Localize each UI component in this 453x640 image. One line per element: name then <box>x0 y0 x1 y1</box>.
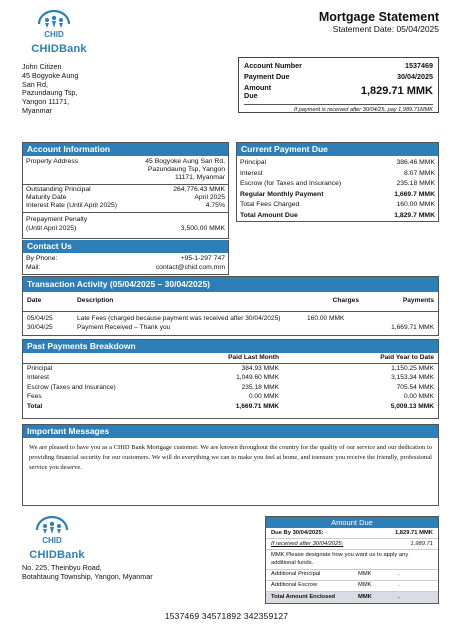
current-payment-value: 386.46 MMK <box>396 159 435 167</box>
property-address-line: 45 Bogyoke Aung San Rd, <box>145 158 225 165</box>
current-payment-header: Current Payment Due <box>237 143 438 156</box>
past-payment-year-to-date: 705.54 MMK <box>396 383 434 391</box>
footer-bank-logo <box>22 516 92 568</box>
property-address-row <box>23 156 228 185</box>
past-payment-year-to-date: 5,009.13 MMK <box>390 402 434 410</box>
column-header-paid-year-to-date: Paid Year to Date <box>380 354 434 361</box>
currency-unit: MMK <box>358 582 372 589</box>
current-payment-row <box>237 158 438 169</box>
transaction-description: Late Fees (charged because payment was received after 30/04/2025) <box>77 314 281 322</box>
received-after-row <box>266 539 438 550</box>
current-payment-row <box>237 169 438 180</box>
property-address-line: 11171, Myanmar <box>175 174 225 182</box>
transaction-payments: 1,669.71 MMK <box>391 324 434 332</box>
bank-logo-icon <box>35 516 69 546</box>
transaction-charges <box>303 323 363 333</box>
prepayment-penalty-label <box>26 215 87 233</box>
column-header-date: Date <box>27 297 42 304</box>
past-payments-section <box>22 339 439 419</box>
account-number-label: Account Number <box>244 61 302 71</box>
past-payment-last-month: 1,049.60 MMK <box>236 374 279 382</box>
contact-phone-label: By Phone: <box>26 255 58 262</box>
customer-address-line: San Rd, <box>22 79 48 89</box>
column-header-paid-last-month: Paid Last Month <box>228 354 279 361</box>
current-payment-label: Regular Monthly Payment <box>240 190 324 198</box>
due-by-label: Due By 30/04/2025: <box>271 529 324 536</box>
current-payment-rows <box>237 156 438 221</box>
table-row <box>23 383 438 393</box>
past-payments-header: Past Payments Breakdown <box>23 340 438 353</box>
important-messages-body: We are pleased to have you as a CHID Bank Mortgage customer. We are known throughout the country for the quality of our service and our dedication to providing financial security for our customers. We will do everything we can to make you feel at home, and toensure you receive the friendly, professional service you deserve. <box>29 444 432 472</box>
footer-address-line: Botahtaung Township, Yangon, Myanmar <box>22 571 153 581</box>
footer-address-line: No. 225, Theinbyu Road, <box>22 563 102 572</box>
amount-due-slip-header: Amount Due <box>266 517 438 528</box>
customer-name: John Citizen <box>22 62 62 71</box>
payment-due-label: Payment Due <box>244 72 290 82</box>
transaction-table-header <box>23 296 438 311</box>
account-summary-box <box>238 57 439 113</box>
account-detail-label: Maturity Date <box>26 194 67 202</box>
contact-phone-row <box>23 255 228 263</box>
account-information-section <box>22 142 229 239</box>
account-number-value: 1537469 <box>405 61 433 71</box>
account-detail-label: Outstanding Principal <box>26 186 91 194</box>
transaction-activity-section <box>22 276 439 336</box>
amount-due-label <box>244 84 271 99</box>
svg-text:CHID: CHID <box>42 536 62 545</box>
property-address-label: Property Address <box>26 158 79 165</box>
past-payment-label: Interest <box>27 374 49 382</box>
additional-principal-row <box>266 570 438 581</box>
total-enclosed-label: Total Amount Enclosed <box>271 593 336 600</box>
additional-principal-label: Additional Principal <box>271 571 321 578</box>
past-payment-year-to-date: 0.00 MMK <box>403 393 434 401</box>
past-payment-last-month: 0.00 MMK <box>248 393 279 401</box>
account-details <box>23 185 228 212</box>
current-payment-value: 1,669.7 MMK <box>394 190 435 198</box>
current-payment-value: 160.00 MMK <box>396 201 435 209</box>
customer-address-line: 45 Bogyoke Aung <box>22 70 79 80</box>
current-payment-row <box>237 190 438 201</box>
past-payments-table-header <box>23 353 438 363</box>
past-payment-year-to-date: 3,153.34 MMK <box>391 374 434 382</box>
transaction-charges: 160.00 MMK <box>307 314 345 322</box>
footer-address <box>22 564 153 582</box>
amount-due-row <box>244 83 433 100</box>
current-payment-label: Principal <box>240 159 267 167</box>
table-row <box>23 363 438 373</box>
amount-due-label-line: Amount <box>244 82 272 92</box>
statement-title: Mortgage Statement <box>318 10 439 24</box>
account-number-row <box>244 61 433 72</box>
table-row <box>23 392 438 402</box>
past-payments-total-row <box>23 402 438 412</box>
currency-unit: MMK <box>358 593 372 600</box>
additional-escrow-label: Additional Escrow <box>271 582 318 589</box>
past-payment-label: Principal <box>27 364 53 372</box>
bank-name: CHIDBank <box>29 549 85 561</box>
past-payment-last-month: 384.93 MMK <box>241 364 279 372</box>
table-row <box>23 323 438 333</box>
prepayment-penalty-label-line: Prepayment Penalty <box>26 215 88 223</box>
contact-mail-label: Mail: <box>26 263 41 271</box>
payment-due-row <box>244 72 433 83</box>
transaction-date: 30/04/25 <box>27 324 53 332</box>
current-payment-label: Interest <box>240 169 263 177</box>
statement-date: Statement Date: 05/04/2025 <box>332 24 439 35</box>
property-address-value <box>145 158 225 182</box>
past-payment-year-to-date: 1,150.25 MMK <box>391 364 434 372</box>
customer-address-line: Pazundaung Tsp, <box>22 88 78 98</box>
transaction-table <box>23 296 438 333</box>
past-payment-last-month: 1,669.71 MMK <box>235 402 279 410</box>
statement-header <box>319 10 439 35</box>
prepayment-penalty-label-line: (Until April 2025) <box>26 225 77 233</box>
payment-due-value: 30/04/2025 <box>397 72 433 82</box>
customer-address-line: Yangon 11171, <box>22 97 70 107</box>
current-payment-value: 8.07 MMK <box>404 169 435 177</box>
currency-unit: MMK <box>358 571 372 578</box>
svg-text:CHID: CHID <box>44 30 64 39</box>
transaction-date: 05/04/25 <box>27 314 53 322</box>
current-payment-label: Total Amount Due <box>240 211 298 219</box>
column-header-charges: Charges <box>332 297 359 304</box>
column-header-description: Description <box>77 297 114 304</box>
contact-section <box>22 240 229 275</box>
additional-principal-input[interactable]: . <box>398 571 400 578</box>
account-detail-row <box>23 202 228 210</box>
bank-name: CHIDBank <box>31 43 87 55</box>
received-after-value: 1,989.71 <box>410 540 433 547</box>
current-payment-section <box>236 142 439 222</box>
transaction-activity-header: Transaction Activity (05/04/2025 – 30/04/2025) <box>23 277 438 292</box>
current-payment-row <box>237 179 438 190</box>
account-detail-value: April 2025 <box>194 194 225 202</box>
contact-mail-row <box>23 264 228 272</box>
transaction-payments <box>363 311 438 323</box>
account-detail-value: 4.75% <box>205 202 225 210</box>
current-payment-label: Escrow (for Taxes and Insurance) <box>240 180 342 188</box>
column-header-payments: Payments <box>402 297 434 304</box>
customer-address <box>22 63 78 116</box>
table-row <box>23 373 438 383</box>
additional-funds-instruction: MMK Please designate how you want us to apply any additional funds. <box>266 550 438 570</box>
customer-address-line: Myanmar <box>22 105 52 115</box>
account-information-header: Account Information <box>23 143 228 156</box>
account-detail-row <box>23 186 228 194</box>
current-payment-value: 235.18 MMK <box>396 180 435 188</box>
past-payment-last-month: 235.18 MMK <box>241 383 279 391</box>
amount-due-slip <box>265 516 439 604</box>
current-payment-label: Total Fees Charged <box>240 201 300 209</box>
amount-due-value: 1,829.71 MMK <box>360 85 433 98</box>
past-payment-label: Total <box>27 402 43 410</box>
total-enclosed-row <box>266 592 438 603</box>
late-payment-note: If payment is received after 30/04/25, pay 1,989.71MMK <box>244 104 433 113</box>
transaction-description: Payment Received – Thank you <box>77 324 171 332</box>
due-by-value: 1,829.71 MMK <box>394 529 433 536</box>
contact-phone-value[interactable]: +95-1-297 747 <box>180 255 225 262</box>
important-messages-section <box>22 424 439 506</box>
contact-mail-value[interactable]: contact@chid.com.mm <box>155 263 225 271</box>
current-payment-row <box>237 200 438 211</box>
received-after-label: If received after 30/04/2025: <box>271 540 344 547</box>
additional-escrow-input[interactable]: . <box>398 582 400 589</box>
amount-due-label-line: Due <box>244 90 258 100</box>
due-by-row <box>266 528 438 539</box>
past-payment-label: Escrow (Taxes and Insurance) <box>27 383 116 391</box>
payment-reference-code: 1537469 34571892 342359127 <box>164 611 289 621</box>
past-payment-label: Fees <box>27 393 42 401</box>
property-address-line: Pazundaung Tsp, Yangon <box>147 166 225 174</box>
account-detail-value: 264,776.43 MMK <box>173 186 225 194</box>
additional-escrow-row <box>266 581 438 592</box>
account-detail-label: Interest Rate (Until April 2025) <box>26 202 118 210</box>
table-row <box>23 311 438 323</box>
past-payments-table <box>23 353 438 411</box>
prepayment-penalty-row <box>23 213 228 233</box>
bank-logo <box>24 10 94 62</box>
prepayment-penalty-value: 3,500.00 MMK <box>180 225 225 233</box>
total-enclosed-input[interactable]: . <box>398 593 400 600</box>
important-messages-header: Important Messages <box>23 425 438 438</box>
contact-header: Contact Us <box>23 240 228 253</box>
current-payment-value: 1,829.7 MMK <box>394 211 435 219</box>
account-detail-row <box>23 194 228 202</box>
bank-logo-icon <box>37 10 71 40</box>
current-payment-total-row <box>237 211 438 222</box>
